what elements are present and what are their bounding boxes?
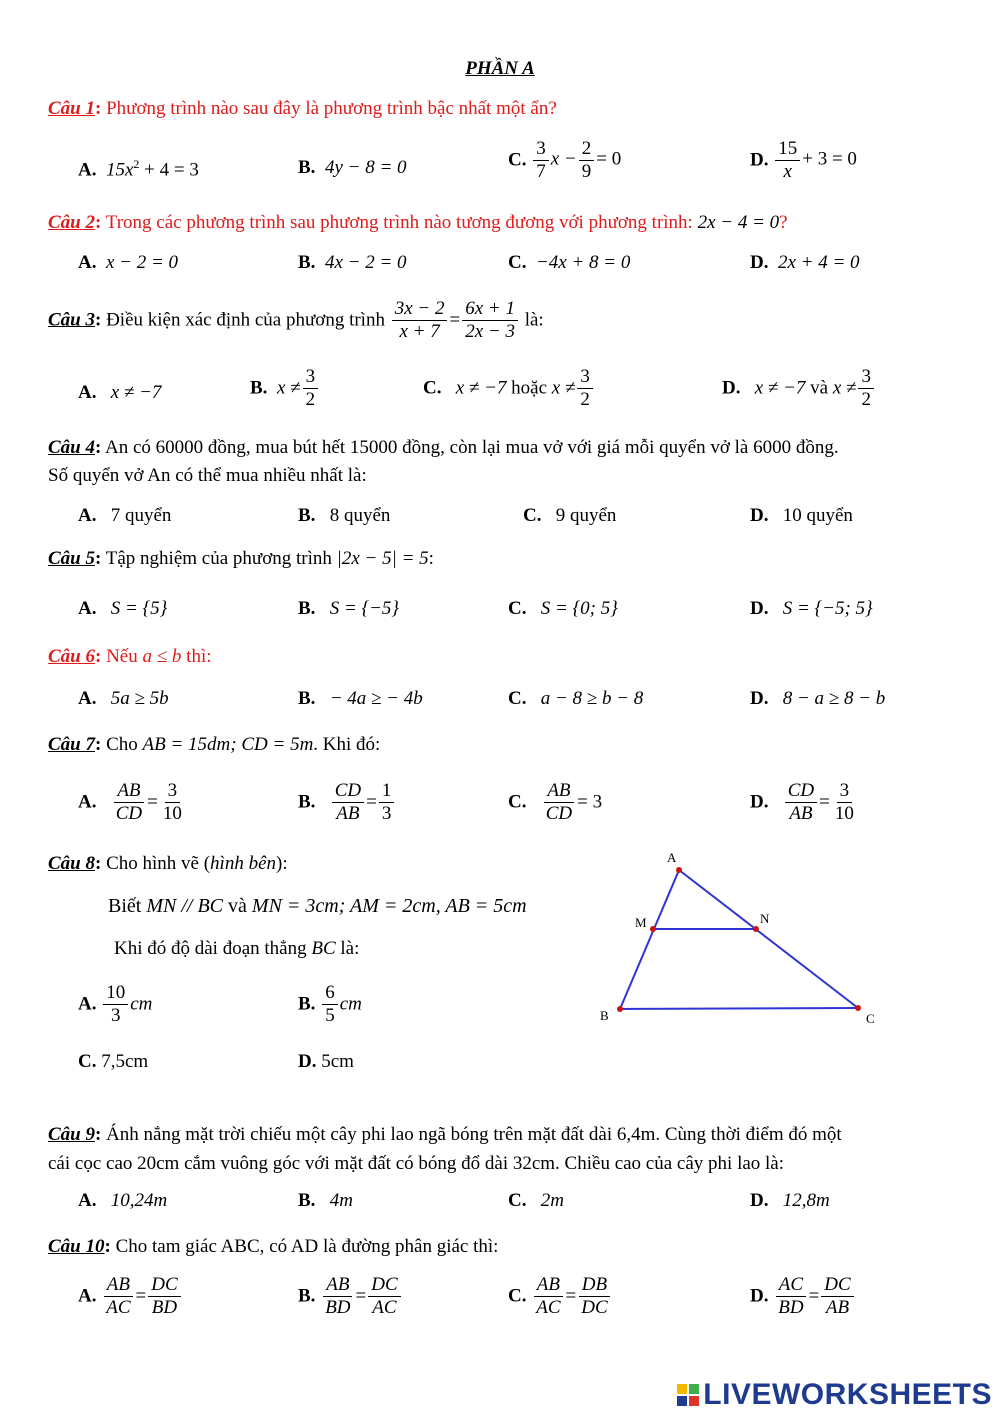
- q9-option-b[interactable]: B. 4m: [298, 1190, 353, 1211]
- q4-option-a[interactable]: A. 7 quyển: [78, 505, 172, 526]
- q10-option-a[interactable]: A. $\frac{AB}{AC}$ = $\frac{DC}{BD}$: [78, 1274, 183, 1319]
- q1-option-d[interactable]: D. $\frac{15}{x}$ + 3 = 0: [750, 138, 857, 182]
- logo-text: LIVEWORKSHEETS: [703, 1378, 992, 1411]
- q4-option-c[interactable]: C. 9 quyển: [523, 505, 617, 526]
- q3-option-c[interactable]: C. x ≠ −7 hoặc x ≠ $\frac{3}{2}$: [423, 366, 595, 411]
- point-b: [617, 1006, 623, 1012]
- q3-option-a[interactable]: A. x ≠ −7: [78, 382, 162, 403]
- q10-option-c[interactable]: C. $\frac{AB}{AC}$ = $\frac{DB}{DC}$: [508, 1274, 613, 1319]
- liveworksheets-logo: [677, 1378, 992, 1412]
- label-b: B: [600, 1008, 609, 1023]
- q10-option-d[interactable]: D. $\frac{AC}{BD}$ = $\frac{DC}{AB}$: [750, 1274, 856, 1319]
- point-a: [676, 867, 682, 873]
- q7-option-c[interactable]: C. $\frac{AB}{CD}$ = 3: [508, 780, 603, 824]
- q2-option-a[interactable]: A. x − 2 = 0: [78, 252, 179, 273]
- q2-option-b[interactable]: B. 4x − 2 = 0: [298, 252, 407, 273]
- question-8-ask: Khi đó độ dài đoạn thẳng BC là:: [114, 938, 360, 959]
- q9-option-c[interactable]: C. 2m: [508, 1190, 564, 1211]
- point-n: [753, 926, 759, 932]
- question-8-given: Biết MN // BC và MN = 3cm; AM = 2cm, AB = 5cm: [108, 895, 527, 917]
- logo-mark-icon: [677, 1384, 699, 1406]
- label-n: N: [760, 911, 770, 926]
- side-ab: [620, 870, 679, 1009]
- q7-option-b[interactable]: B. $\frac{CD}{AB}$ = $\frac{1}{3}$: [298, 780, 396, 825]
- side-ac: [679, 870, 858, 1008]
- q3-option-b[interactable]: B. x ≠ $\frac{3}{2}$: [250, 366, 320, 411]
- q8-option-c[interactable]: C. 7,5cm: [78, 1051, 149, 1072]
- question-9-line-2: cái cọc cao 20cm cắm vuông góc với mặt đất có bóng đổ dài 32cm. Chiều cao của cây phi lao là:: [48, 1153, 785, 1174]
- q5-option-d[interactable]: D. S = {−5; 5}: [750, 598, 873, 619]
- q8-option-d[interactable]: D. 5cm: [298, 1051, 354, 1072]
- q2-option-c[interactable]: C. −4x + 8 = 0: [508, 252, 631, 273]
- question-4: Câu 4: An có 60000 đồng, mua bút hết 15000 đồng, còn lại mua vở với giá mỗi quyển vở là 6000 đồng.: [48, 437, 839, 458]
- question-10: Câu 10: Cho tam giác ABC, có AD là đường phân giác thì:: [48, 1236, 499, 1257]
- question-6: Câu 6: Nếu a ≤ b thì:: [48, 646, 212, 667]
- question-9: Câu 9: Ánh nắng mặt trời chiếu một cây phi lao ngã bóng trên mặt đất dài 6,4m. Cùng thời điểm đó một: [48, 1124, 842, 1145]
- q4-option-d[interactable]: D. 10 quyển: [750, 505, 853, 526]
- q1-option-b[interactable]: B. 4y − 8 = 0: [298, 157, 407, 178]
- question-8: Câu 8: Cho hình vẽ (hình bên):: [48, 853, 288, 874]
- label-c: C: [866, 1011, 875, 1026]
- q8-option-b[interactable]: B. $\frac{6}{5}$ cm: [298, 982, 362, 1026]
- label-m: M: [635, 915, 647, 930]
- question-text: Phương trình nào sau đây là phương trình bậc nhất một ẩn?: [106, 98, 557, 119]
- q5-option-b[interactable]: B. S = {−5}: [298, 598, 400, 619]
- question-4-line-2: Số quyển vở An có thể mua nhiều nhất là:: [48, 465, 367, 486]
- question-label: Câu 1: [48, 98, 95, 119]
- q2-option-d[interactable]: D. 2x + 4 = 0: [750, 252, 860, 273]
- q8-option-a[interactable]: A. $\frac{10}{3}$ cm: [78, 982, 153, 1026]
- label-a: A: [667, 850, 677, 865]
- q6-option-a[interactable]: A. 5a ≥ 5b: [78, 688, 169, 709]
- q1-option-c[interactable]: C. $\frac{3}{7}$ x − $\frac{2}{9}$ = 0: [508, 138, 622, 182]
- page-title: PHẦN A: [465, 58, 535, 79]
- q6-option-b[interactable]: B. − 4a ≥ − 4b: [298, 688, 423, 709]
- q9-option-d[interactable]: D. 12,8m: [750, 1190, 830, 1211]
- q10-option-b[interactable]: B. $\frac{AB}{BD}$ = $\frac{DC}{AC}$: [298, 1274, 403, 1319]
- q4-option-b[interactable]: B. 8 quyển: [298, 505, 391, 526]
- question-1: Câu 1: Phương trình nào sau đây là phương trình bậc nhất một ẩn?: [48, 98, 557, 119]
- point-m: [650, 926, 656, 932]
- q6-option-c[interactable]: C. a − 8 ≥ b − 8: [508, 688, 644, 709]
- q1-option-a[interactable]: A. $15x^2 + 4 = 3$: [78, 157, 199, 181]
- question-5: Câu 5: Tập nghiệm của phương trình |2x − 5| = 5:: [48, 548, 434, 569]
- q7-option-d[interactable]: D. $\frac{CD}{AB}$ = $\frac{3}{10}$: [750, 780, 854, 824]
- question-3: Câu 3: Điều kiện xác định của phương trình $\frac{3x - 2}{x + 7}$ = $\frac{6x + 1}{2x - 3}$ là:: [48, 298, 544, 342]
- q9-option-a[interactable]: A. 10,24m: [78, 1190, 168, 1211]
- q5-option-c[interactable]: C. S = {0; 5}: [508, 598, 618, 619]
- q7-option-a[interactable]: A. $\frac{AB}{CD}$ = $\frac{3}{10}$: [78, 780, 182, 824]
- triangle-figure: [590, 845, 890, 1035]
- side-bc: [620, 1008, 858, 1009]
- question-2: Câu 2: Trong các phương trình sau phương trình nào tương đương với phương trình: 2x − 4 = 0?: [48, 212, 788, 233]
- q6-option-d[interactable]: D. 8 − a ≥ 8 − b: [750, 688, 886, 709]
- q5-option-a[interactable]: A. S = {5}: [78, 598, 168, 619]
- question-7: Câu 7: Cho AB = 15dm; CD = 5m. Khi đó:: [48, 734, 381, 755]
- point-c: [855, 1005, 861, 1011]
- q3-option-d[interactable]: D. x ≠ −7 và x ≠ $\frac{3}{2}$: [722, 366, 876, 411]
